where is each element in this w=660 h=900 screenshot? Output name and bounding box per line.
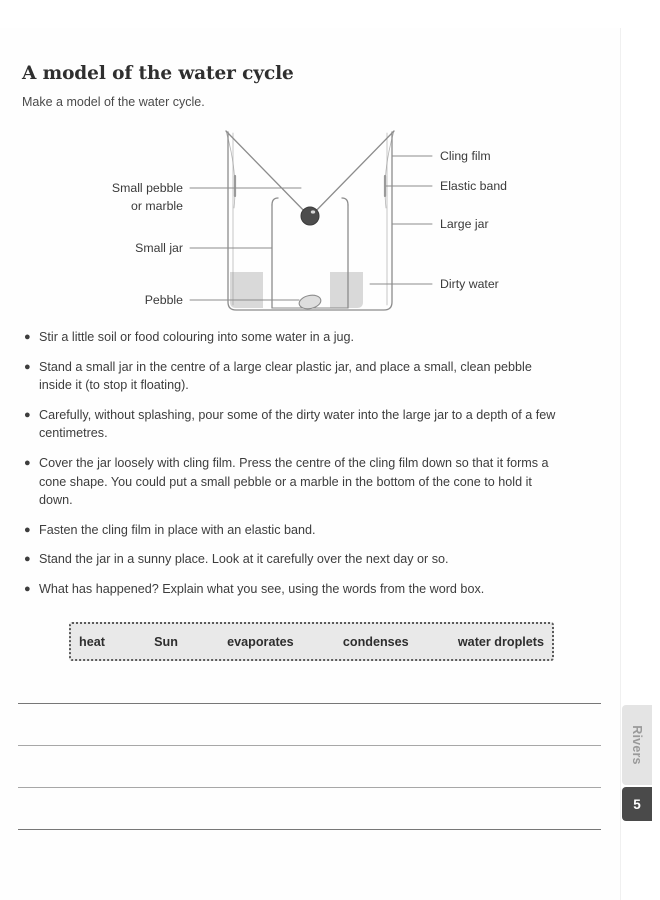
label-small-pebble-line1: Small pebble	[111, 181, 183, 195]
water-cycle-diagram	[0, 120, 620, 325]
instruction-text: Cover the jar loosely with cling film. Press the centre of the cling film down so that it forms a cone shape. You could put a small pebble or a marble in the bottom of the cone to hold it down.	[39, 455, 549, 508]
answer-line[interactable]	[18, 703, 601, 704]
answer-line[interactable]	[18, 829, 601, 830]
list-item	[22, 406, 562, 443]
page-title: A model of the water cycle	[22, 63, 294, 84]
bullet-icon: ●	[24, 360, 31, 373]
bullet-icon: ●	[24, 553, 31, 566]
bullet-icon: ●	[24, 408, 31, 421]
label-pebble: Pebble	[144, 293, 183, 307]
bullet-icon: ●	[24, 456, 31, 469]
page-number-badge: 5	[622, 787, 652, 821]
cling-film-right	[310, 131, 394, 217]
list-item	[22, 454, 562, 510]
list-item	[22, 550, 562, 569]
dirty-water-fill	[230, 272, 363, 308]
word-box	[69, 622, 554, 661]
instruction-list	[22, 328, 562, 610]
label-small-jar: Small jar	[135, 241, 183, 255]
list-item	[22, 328, 562, 347]
instruction-text: Fasten the cling film in place with an elastic band.	[39, 522, 316, 537]
word-box-item: condenses	[342, 634, 409, 649]
answer-line[interactable]	[18, 787, 601, 788]
bullet-icon: ●	[24, 523, 31, 536]
instruction-text: Carefully, without splashing, pour some of the dirty water into the large jar to a depth of a few centimetres.	[39, 407, 556, 441]
page-subtitle: Make a model of the water cycle.	[22, 95, 205, 109]
instruction-text: Stand the jar in a sunny place. Look at it carefully over the next day or so.	[39, 552, 449, 567]
label-elastic-band: Elastic band	[440, 179, 507, 193]
list-item	[22, 580, 562, 599]
word-box-item: water droplets	[457, 634, 544, 649]
label-small-pebble-line2: or marble	[131, 199, 183, 213]
small-jar-outline-right	[342, 198, 348, 205]
cling-film	[226, 131, 310, 217]
marble-shape	[301, 207, 319, 225]
word-box-item: heat	[79, 634, 105, 649]
small-jar-outline	[272, 198, 278, 205]
bullet-icon: ●	[24, 331, 31, 343]
answer-line[interactable]	[18, 745, 601, 746]
list-item	[22, 358, 562, 395]
bullet-icon: ●	[24, 582, 31, 595]
list-item	[22, 521, 562, 540]
instruction-text: What has happened? Explain what you see, using the words from the word box.	[39, 581, 485, 596]
word-box-item: evaporates	[227, 634, 294, 649]
instruction-text: Stir a little soil or food colouring into some water in a jug.	[39, 330, 354, 344]
word-box-item: Sun	[154, 634, 178, 649]
label-dirty-water: Dirty water	[440, 277, 499, 291]
label-large-jar: Large jar	[440, 217, 489, 231]
instruction-text: Stand a small jar in the centre of a large clear plastic jar, and place a small, clean pebble inside it (to stop it floating).	[39, 359, 532, 393]
side-tab-label: Rivers	[630, 725, 644, 765]
side-tab-rivers	[622, 705, 652, 785]
label-cling-film: Cling film	[440, 149, 491, 163]
